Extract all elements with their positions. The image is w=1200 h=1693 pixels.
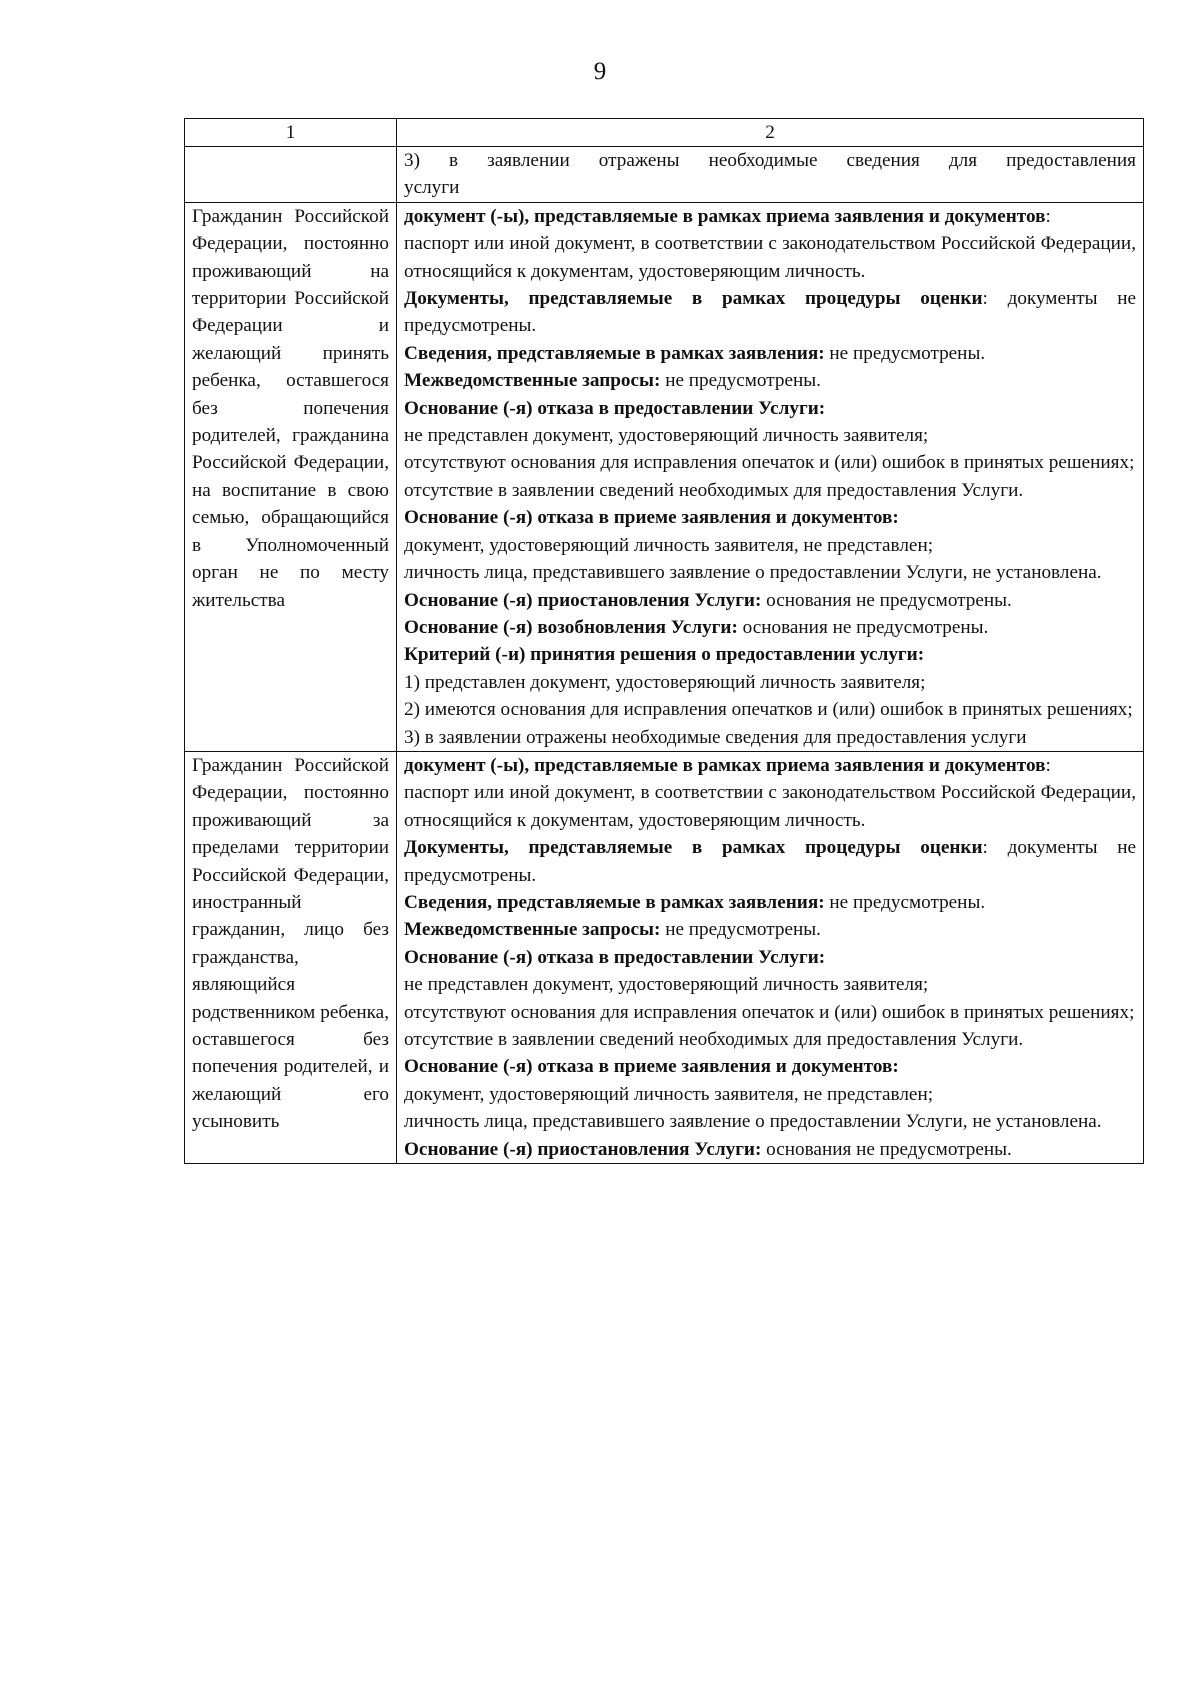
applicant-cell	[185, 202, 397, 751]
info-block	[404, 340, 1136, 367]
docs-block: документ (-ы), представляемые в рамках приема заявления и документов:	[404, 205, 1051, 227]
criteria-item: 2) имеются основания для исправления опечатков и (или) ошибок в принятых решениях;	[404, 699, 1133, 721]
inter-title: Межведомственные запросы:	[404, 370, 661, 392]
eval-block: Документы, представляемые в рамках процедуры оценки: документы не предусмотрены.	[404, 837, 1136, 886]
suspend-title: Основание (-я) приостановления Услуги:	[404, 1138, 762, 1160]
refusal-item: отсутствуют основания для исправления опечаток и (или) ошибок в принятых решениях;	[404, 1001, 1135, 1023]
refusal-item: отсутствие в заявлении сведений необходимых для предоставления Услуги.	[404, 479, 1024, 501]
eval-text: документы не предусмотрены.	[404, 837, 1136, 886]
docs-title: документ (-ы), представляемые в рамках приема заявления и документов	[404, 754, 1046, 776]
criteria-item: 3) в заявлении отражены необходимые сведения для предоставления услуги	[404, 726, 1027, 748]
docs-text: паспорт или иной документ, в соответствии с законодательством Российской Федерации, относящийся к документам, удостоверяющим личность.	[404, 782, 1136, 831]
table-header-row	[185, 119, 1144, 147]
info-title: Сведения, представляемые в рамках заявления:	[404, 891, 825, 913]
eval-text: документы не предусмотрены.	[404, 288, 1136, 337]
inter-text: не предусмотрены.	[665, 919, 821, 941]
docs-text: паспорт или иной документ, в соответствии с законодательством Российской Федерации, относящийся к документам, удостоверяющим личность.	[404, 233, 1136, 282]
docs-title: документ (-ы), представляемые в рамках приема заявления и документов	[404, 205, 1046, 227]
header-col-1: 1	[185, 119, 397, 147]
suspend-text: основания не предусмотрены.	[766, 589, 1012, 611]
suspend-text: основания не предусмотрены.	[766, 1138, 1012, 1160]
header-col-2: 2	[397, 119, 1144, 147]
refusal-title	[404, 944, 1136, 971]
page-number: 9	[593, 58, 607, 85]
reject-item: личность лица, представившего заявление о предоставлении Услуги, не установлена.	[404, 1111, 1102, 1133]
inter-block	[404, 367, 1136, 394]
reject-title-text: Основание (-я) отказа в приеме заявления и документов:	[404, 1056, 899, 1078]
inter-block	[404, 916, 1136, 943]
inter-title: Межведомственные запросы:	[404, 919, 661, 941]
suspend-block	[404, 1136, 1136, 1163]
text-line: 3) в заявлении отражены необходимые сведения для предоставления	[404, 150, 1136, 171]
reject-title	[404, 504, 1136, 531]
suspend-block	[404, 587, 1136, 614]
refusal-title-text: Основание (-я) отказа в предоставлении Услуги:	[404, 397, 826, 419]
eval-title: Документы, представляемые в рамках процедуры оценки	[404, 837, 983, 859]
applicant-cell-empty	[185, 147, 397, 203]
info-text: не предусмотрены.	[829, 891, 986, 913]
reject-item: документ, удостоверяющий личность заявителя, не представлен;	[404, 1083, 934, 1105]
conditions-cell	[397, 202, 1144, 751]
reject-title	[404, 1053, 1136, 1080]
text-line: услуги	[404, 177, 460, 199]
resume-title: Основание (-я) возобновления Услуги:	[404, 616, 738, 638]
reject-title-text: Основание (-я) отказа в приеме заявления и документов:	[404, 507, 899, 529]
info-block	[404, 889, 1136, 916]
eval-title: Документы, представляемые в рамках процедуры оценки	[404, 288, 983, 310]
criteria-title	[404, 641, 1136, 668]
criteria-item: 1) представлен документ, удостоверяющий личность заявителя;	[404, 671, 926, 693]
info-text: не предусмотрены.	[829, 342, 986, 364]
refusal-item: отсутствуют основания для исправления опечаток и (или) ошибок в принятых решениях;	[404, 452, 1135, 474]
refusal-title-text: Основание (-я) отказа в предоставлении Услуги:	[404, 946, 826, 968]
refusal-item: не представлен документ, удостоверяющий личность заявителя;	[404, 425, 929, 447]
inter-text: не предусмотрены.	[665, 370, 821, 392]
services-table	[184, 118, 1144, 1164]
conditions-cell	[397, 751, 1144, 1163]
table-row	[185, 751, 1144, 1163]
applicant-cell	[185, 751, 397, 1163]
suspend-title: Основание (-я) приостановления Услуги:	[404, 589, 762, 611]
reject-item: документ, удостоверяющий личность заявителя, не представлен;	[404, 534, 934, 556]
refusal-item: отсутствие в заявлении сведений необходимых для предоставления Услуги.	[404, 1029, 1024, 1050]
reject-item: личность лица, представившего заявление о предоставлении Услуги, не установлена.	[404, 562, 1102, 584]
resume-block	[404, 614, 1136, 641]
resume-text: основания не предусмотрены.	[742, 616, 989, 638]
table-row	[185, 202, 1144, 751]
conditions-cell	[397, 147, 1144, 203]
criteria-title-text: Критерий (-и) принятия решения о предоставлении услуги:	[404, 644, 925, 666]
applicant-description: Гражданин Российской Федерации, постоянно проживающий за пределами территории Российской Федерации, иностранный гражданин, лицо без гражданства, являющийся родственником ребенка, оставшегося без попечения родителей, и желающий его усыновить	[192, 754, 389, 1133]
info-title: Сведения, представляемые в рамках заявления:	[404, 342, 825, 364]
applicant-description: Гражданин Российской Федерации, постоянно проживающий на территории Российской Федерации и желающий принять ребенка, оставшегося без попечения родителей, гражданина Российской Федерации, на воспитание в свою семью, обращающийся в Уполномоченный орган не по месту жительства	[192, 205, 389, 611]
docs-block: документ (-ы), представляемые в рамках приема заявления и документов:	[404, 754, 1051, 776]
refusal-item: не представлен документ, удостоверяющий личность заявителя;	[404, 974, 929, 996]
table-row	[185, 147, 1144, 203]
eval-block: Документы, представляемые в рамках процедуры оценки: документы не предусмотрены.	[404, 288, 1136, 337]
refusal-title	[404, 395, 1136, 422]
